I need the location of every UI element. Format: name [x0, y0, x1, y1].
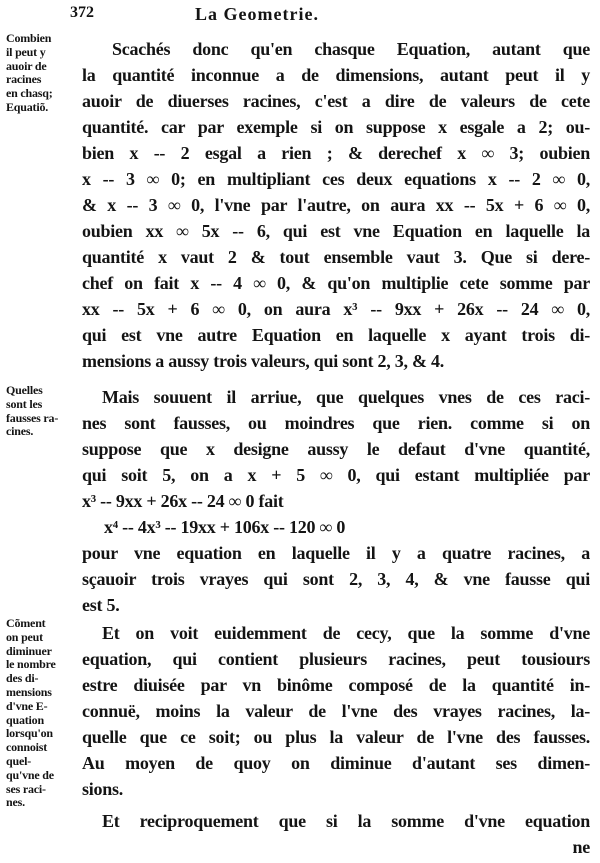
- margin-note-false-roots: [6, 384, 84, 439]
- running-title: La Geometrie.: [195, 4, 319, 24]
- text-line: Mais souuent il arriue, que quelques vnes de ces raci-: [102, 387, 590, 407]
- margin-note-line: connoist: [6, 740, 48, 755]
- margin-note-line: fausses ra-: [6, 410, 59, 425]
- text-line: quantité x vaut 2 & tout ensemble vaut 3. Que si dere-: [82, 247, 590, 267]
- margin-note-line: sont les: [6, 396, 43, 411]
- margin-note-line: Cõment: [6, 616, 46, 630]
- margin-note-line: Combien: [6, 31, 52, 45]
- text-line: qui soit 5, on a x + 5 ∞ 0, qui estant multipliée par: [82, 465, 590, 485]
- text-line: quelle que ce soit; ou plus la valeur de l'vne des fausses.: [82, 727, 590, 747]
- text-line: x³ -- 9xx + 26x -- 24 ∞ 0 fait: [82, 491, 284, 511]
- text-line: mensions a aussy trois valeurs, qui sont 2, 3, & 4.: [82, 351, 444, 371]
- text-line: connuë, moins la valeur de l'vne des vrayes racines, la-: [82, 701, 590, 721]
- margin-note-line: cines.: [6, 424, 34, 439]
- margin-note-line: quel-: [6, 753, 32, 768]
- margin-note-reduce-dimensions: [6, 617, 84, 810]
- paragraph-3: [82, 620, 590, 802]
- text-line: est 5.: [82, 595, 120, 615]
- text-line: & x -- 3 ∞ 0, l'vne par l'autre, on aura xx -- 5x + 6 ∞ 0,: [82, 195, 590, 215]
- text-line: Scachés donc qu'en chasque Equation, autant que: [112, 39, 590, 59]
- text-line: oubien xx ∞ 5x -- 6, qui est vne Equation en laquelle la: [82, 221, 590, 241]
- page-number: 372: [70, 4, 94, 21]
- paragraph-2: [82, 384, 590, 618]
- margin-note-line: en chasq;: [6, 86, 53, 101]
- margin-note-line: il peut y: [6, 44, 46, 59]
- margin-note-line: nes.: [6, 795, 25, 810]
- paragraph-4: [82, 808, 590, 860]
- margin-note-line: mensions: [6, 684, 52, 699]
- equation-line: x⁴ -- 4x³ -- 19xx + 106x -- 120 ∞ 0: [104, 517, 346, 537]
- margin-note-line: qu'vne de: [6, 767, 54, 782]
- text-line: suppose que x designe aussy le defaut d'vne quantité,: [82, 439, 590, 459]
- margin-note-line: lorsqu'on: [6, 726, 53, 741]
- margin-note-line: Equatiõ.: [6, 99, 49, 114]
- text-line: auoir de diuerses racines, c'est a dire de valeurs de cete: [82, 91, 590, 111]
- text-line: bien x -- 2 esgal a rien ; & derechef x ∞ 3; oubien: [82, 143, 590, 163]
- margin-note-line: diminuer: [6, 643, 52, 658]
- text-line: Au moyen de quoy on diminue d'autant ses dimen-: [82, 753, 590, 773]
- margin-note-line: quation: [6, 712, 44, 727]
- text-line: sions.: [82, 779, 124, 799]
- text-line: qui est vne autre Equation en laquelle x ayant trois di-: [82, 325, 590, 345]
- margin-note-line: des di-: [6, 671, 39, 686]
- text-line: nes sont fausses, ou moindres que rien. comme si on: [82, 413, 590, 433]
- text-line: equation, qui contient plusieurs racines, peut tousiours: [82, 649, 590, 669]
- paragraph-1: [82, 36, 590, 374]
- text-line: la quantité inconnue a de dimensions, autant peut il y: [82, 65, 590, 85]
- text-line: pour vne equation en laquelle il y a quatre racines, a: [82, 543, 590, 563]
- text-line: xx -- 5x + 6 ∞ 0, on aura x³ -- 9xx + 26x -- 24 ∞ 0,: [82, 299, 590, 319]
- margin-note-line: racines: [6, 72, 42, 87]
- catchword: ne: [572, 837, 590, 857]
- margin-note-line: auoir de: [6, 58, 47, 73]
- text-line: Et on voit euidemment de cecy, que la somme d'vne: [102, 623, 590, 643]
- text-line: x -- 3 ∞ 0; en multipliant ces deux equations x -- 2 ∞ 0,: [82, 169, 590, 189]
- page-header: [0, 2, 600, 28]
- text-line: quantité. car par exemple si on suppose x esgale a 2; ou-: [82, 117, 590, 137]
- margin-note-line: le nombre: [6, 657, 56, 672]
- text-line: Et reciproquement que si la somme d'vne equation: [102, 811, 590, 831]
- text-line: sçauoir trois vrayes qui sont 2, 3, 4, & vne fausse qui: [82, 569, 590, 589]
- text-line: chef on fait x -- 4 ∞ 0, & qu'on multiplie cete somme par: [82, 273, 590, 293]
- margin-note-line: Quelles: [6, 383, 43, 397]
- margin-note-line: ses raci-: [6, 781, 46, 796]
- margin-note-line: d'vne E-: [6, 698, 48, 713]
- margin-note-line: on peut: [6, 629, 43, 644]
- text-line: estre diuisée par vn binôme composé de la quantité in-: [82, 675, 590, 695]
- margin-note-roots-count: [6, 32, 84, 115]
